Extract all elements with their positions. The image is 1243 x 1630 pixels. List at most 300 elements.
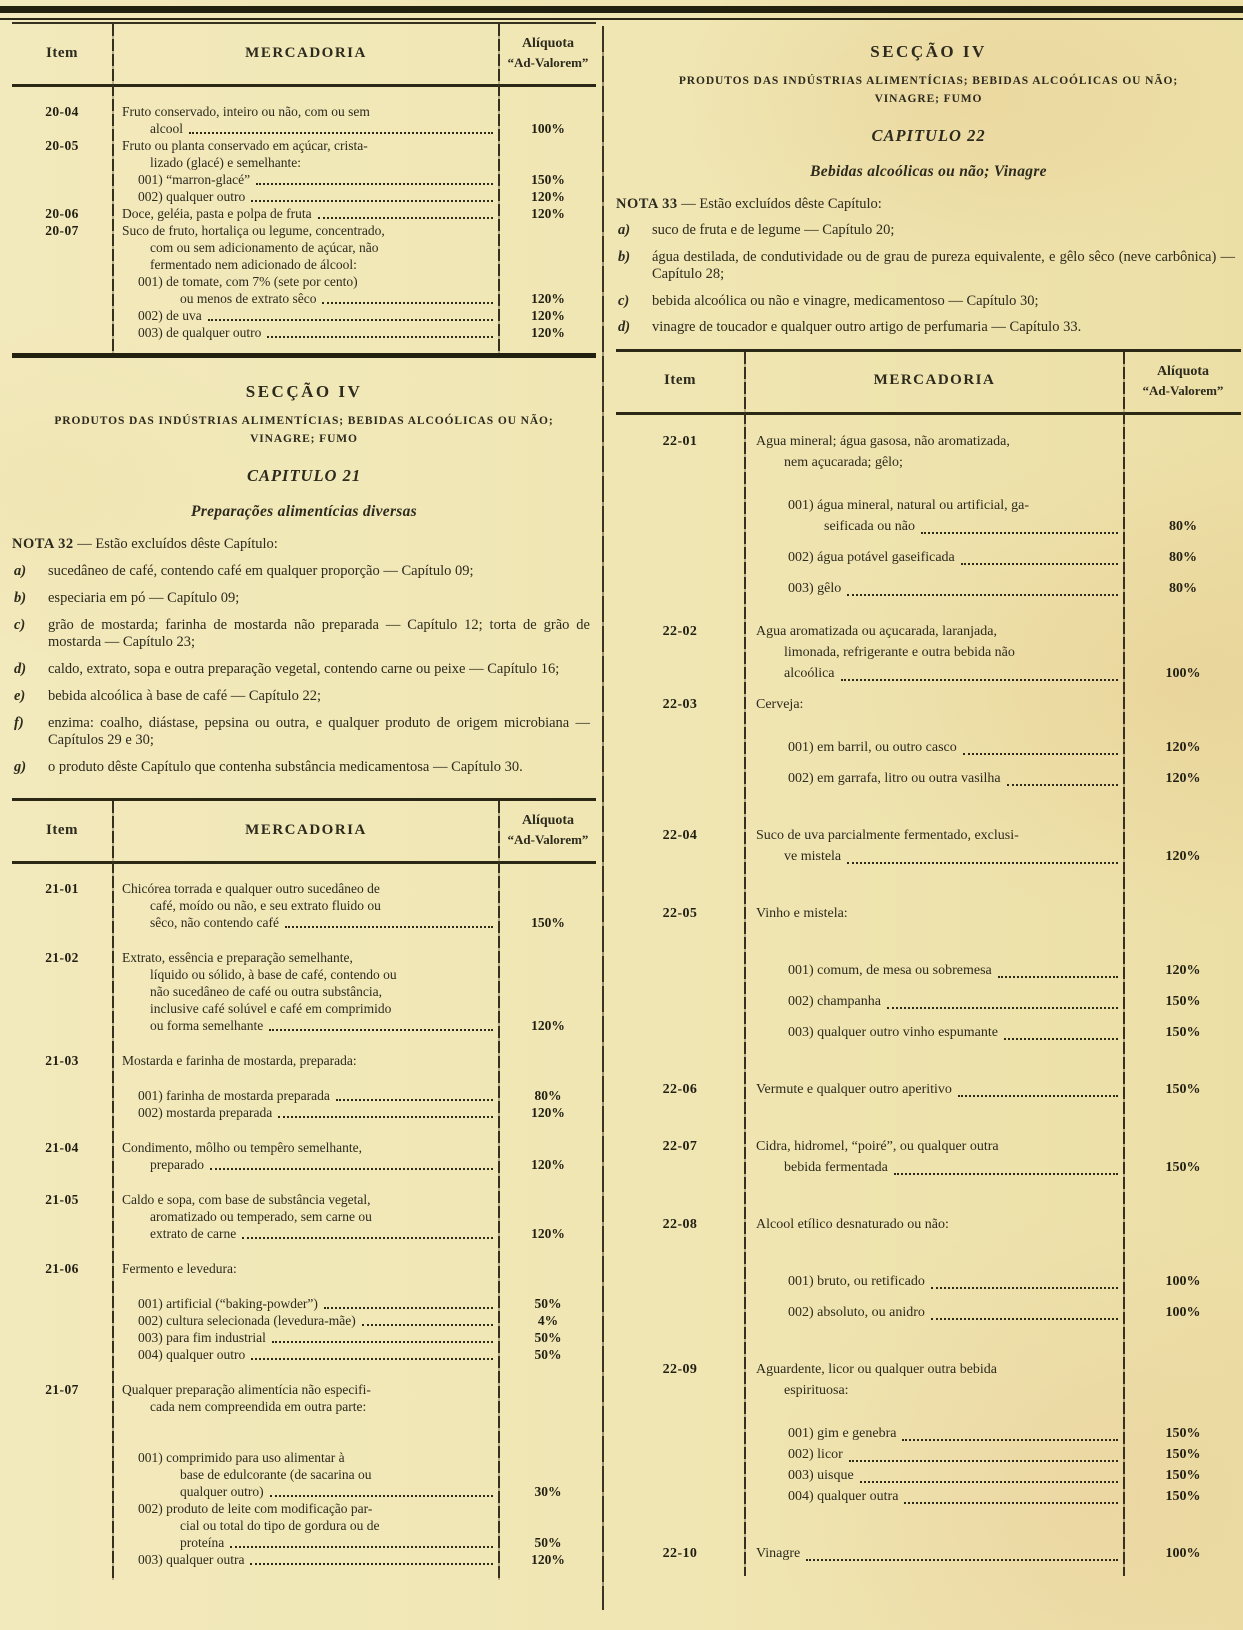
dot-leader [210,1168,493,1170]
note-item [616,293,1241,311]
description: 001) “marron-glacé” [112,171,500,188]
rate-value: 50% [534,1347,562,1362]
description: Condimento, môlho ou tempêro semelhante, [122,1140,362,1155]
item-number: 22-08 [662,1216,698,1232]
item-number: 22-06 [662,1081,698,1097]
note-item [12,688,596,705]
dot-leader [931,1318,1118,1320]
tariff-line [616,495,1241,516]
description: Cidra, hidromel, “poiré”, ou qualquer outra [756,1138,999,1154]
tariff-line [12,1449,596,1466]
section-subtitle: VINAGRE; FUMO [250,433,358,445]
tariff-line [12,103,596,120]
description: Agua mineral; água gasosa, não aromatizada, [756,433,1010,449]
tariff-line [12,188,596,205]
tariff-line [616,1543,1241,1564]
description: 002) champanha [744,991,1125,1012]
tariff-line [12,239,596,256]
tariff-line [616,991,1241,1012]
description: 001) de tomate, com 7% (sete por cento) [138,274,358,289]
tariff-line [12,1295,596,1312]
section-subtitle: PRODUTOS DAS INDÚSTRIAS ALIMENTÍCIAS; BEBIDAS ALCOÓLICAS OU NÃO; [678,75,1179,87]
note-item [616,319,1241,337]
description: alcoólica [744,663,1125,684]
note-label: b) [14,590,27,606]
tariff-line [616,1136,1241,1157]
tariff-line [616,903,1241,924]
description: Aguardente, licor ou qualquer outra bebida [756,1361,998,1377]
note-label: g) [14,759,27,775]
tariff-line [12,154,596,171]
tariff-line [12,256,596,273]
tariff-line [616,1271,1241,1292]
tariff-line [616,1079,1241,1100]
description: 003) qualquer outro vinho espumante [744,1022,1125,1043]
tariff-line [616,1022,1241,1043]
dot-leader [267,336,493,338]
dot-leader [998,976,1118,978]
description: lizado (glacé) e semelhante: [150,155,302,170]
rate-value: 100% [1165,1545,1201,1561]
note-item [12,617,596,651]
description: Suco de fruto, hortaliça ou legume, concentrado, [122,223,385,238]
description: base de edulcorante (de sacarina ou [180,1467,372,1482]
dot-leader [1007,784,1118,786]
note-text: sucedâneo de café, contendo café em qualquer proporção — Capítulo 09; [48,563,474,579]
tariff-line [12,1260,596,1277]
rate-value: 150% [1165,1446,1201,1462]
item-number: 21-06 [45,1261,79,1276]
note-item [12,590,596,607]
tariff-line [616,825,1241,846]
rate-value: 50% [534,1330,562,1345]
note-text: água destilada, de condutividade ou de grau de pureza equivalente, e gêlo sêco (neve carbônica) — Capítulo 28; [652,248,1235,282]
item-number: 20-06 [45,206,79,221]
tariff-line [616,621,1241,642]
item-number: 20-07 [45,223,79,238]
description: 001) comprimido para uso alimentar à [138,1450,345,1465]
dot-leader [931,1287,1118,1289]
dot-leader [269,1029,493,1031]
right-column [602,22,1243,1580]
description: cial ou total do tipo de gordura ou de [180,1518,380,1533]
description: 001) em barril, ou outro casco [744,737,1125,758]
tariff-line [12,1017,596,1034]
tariff-line [616,1214,1241,1235]
rate-value: 120% [531,1226,565,1241]
dot-leader [1004,1038,1118,1040]
dot-leader [251,200,493,202]
description: ou menos de extrato sêco [112,290,500,307]
item-number: 21-02 [45,950,79,965]
tariff-line [12,120,596,137]
description: Agua aromatizada ou açucarada, laranjada, [756,623,997,639]
description: Vermute e qualquer outro aperitivo [744,1079,1125,1100]
dot-leader [847,594,1118,596]
section-chapter-21 [12,382,596,776]
section-chapter-22 [616,42,1241,337]
tariff-line [616,1359,1241,1380]
dot-leader [322,302,493,304]
description: 002) de uva [112,307,500,324]
tariff-line [616,694,1241,715]
description: Fruto ou planta conservado em açúcar, crista- [122,138,368,153]
note-text: bebida alcoólica à base de café — Capítulo 22; [48,688,321,704]
description: Cerveja: [756,696,804,712]
rate-value: 80% [1169,580,1197,596]
description: 003) uisque [744,1465,1125,1486]
description: 001) farinha de mostarda preparada [112,1087,500,1104]
section-heading: SECÇÃO IV [870,42,987,61]
description: 003) para fim industrial [112,1329,500,1346]
item-number: 21-03 [45,1053,79,1068]
tariff-line [12,1225,596,1242]
tariff-line [12,1346,596,1363]
rate-value: 30% [534,1484,562,1499]
description: 002) qualquer outro [112,188,500,205]
dot-leader [251,1358,493,1360]
description: limonada, refrigerante e outra bebida não [784,644,1015,660]
page-top-rule [0,6,1243,20]
description: Mostarda e farinha de mostarda, preparada: [122,1053,357,1068]
header-mercadoria: MERCADORIA [245,44,367,61]
rate-value: 100% [1165,1273,1201,1289]
note-item [12,759,596,776]
tariff-line [12,324,596,341]
rate-value: 80% [1169,518,1197,534]
rate-value: 150% [1165,1081,1201,1097]
rate-value: 150% [531,172,565,187]
description: 002) produto de leite com modificação par- [138,1501,373,1516]
rate-value: 120% [531,308,565,323]
rate-value: 120% [531,206,565,221]
dot-leader [887,1007,1118,1009]
rate-value: 120% [531,291,565,306]
description: 002) água potável gaseificada [744,547,1125,568]
dot-leader [902,1439,1118,1441]
description: 003) qualquer outra [112,1551,500,1568]
note-text: vinagre de toucador e qualquer outro artigo de perfumaria — Capítulo 33. [652,319,1082,335]
dot-leader [278,1116,493,1118]
tariff-line [12,1551,596,1568]
rate-value: 80% [1169,549,1197,565]
tariff-line [616,452,1241,473]
note-label: c) [14,617,26,633]
dot-leader [860,1481,1118,1483]
tariff-line [616,1157,1241,1178]
tariff-line [12,1398,596,1415]
dot-leader [847,862,1118,864]
description: Chicórea torrada e qualquer outro sucedâneo de [122,881,380,896]
rate-value: 120% [1165,848,1201,864]
dot-leader [272,1341,493,1343]
dot-leader [250,1563,493,1565]
rate-value: 120% [531,1552,565,1567]
section-heading: SECÇÃO IV [245,382,363,401]
item-number: 22-10 [662,1545,698,1561]
tariff-line [616,1302,1241,1323]
description: ou forma semelhante [112,1017,500,1034]
section-subtitle: VINAGRE; FUMO [874,93,983,105]
left-column [0,22,602,1580]
description: 001) bruto, ou retificado [744,1271,1125,1292]
item-number: 22-05 [662,905,698,921]
rate-value: 100% [1165,1304,1201,1320]
tariff-line [12,966,596,983]
tariff-table-chapter-21 [12,798,596,1580]
description: Fruto conservado, inteiro ou não, com ou sem [122,104,370,119]
chapter-heading: CAPITULO 21 [246,466,362,485]
item-number: 22-02 [662,623,698,639]
rate-value: 120% [1165,739,1201,755]
tariff-line [12,307,596,324]
tariff-line [616,547,1241,568]
tariff-line [12,1500,596,1517]
description: Qualquer preparação alimentícia não especifi- [122,1382,371,1397]
dot-leader [894,1173,1118,1175]
description: 002) licor [744,1444,1125,1465]
note-label: d) [618,319,631,335]
item-number: 21-05 [45,1192,79,1207]
dot-leader [285,926,493,928]
note-text: bebida alcoólica ou não e vinagre, medicamentoso — Capítulo 30; [652,292,1039,309]
note-item [12,563,596,580]
description: Caldo e sopa, com base de substância vegetal, [122,1192,371,1207]
tariff-line [616,1444,1241,1465]
tariff-line [12,897,596,914]
tariff-line [616,1486,1241,1507]
description: 001) comum, de mesa ou sobremesa [744,960,1125,981]
item-number: 22-01 [662,433,698,449]
tariff-line [616,663,1241,684]
tariff-line [616,1380,1241,1401]
note-label: d) [14,661,27,677]
rate-value: 100% [1165,665,1201,681]
nota-heading: NOTA 32 — Estão excluídos dêste Capítulo: [12,536,278,552]
rate-value: 80% [534,1088,562,1103]
dot-leader [208,319,493,321]
header-mercadoria: MERCADORIA [245,821,367,838]
tariff-line [12,273,596,290]
note-label: a) [14,563,27,579]
tariff-line [12,949,596,966]
description: líquido ou sólido, à base de café, contendo ou [150,967,397,982]
rate-value: 50% [534,1296,562,1311]
note-text: suco de fruta e de legume — Capítulo 20; [652,222,895,238]
note-label: b) [618,248,631,265]
table-header [12,801,596,864]
note-text: grão de mostarda; farinha de mostarda não preparada — Capítulo 12; torta de grão de mostarda — Capítulo 23; [48,617,590,650]
note-item [12,715,596,749]
item-number: 20-05 [45,138,79,153]
dot-leader [958,1095,1118,1097]
tariff-line [616,960,1241,981]
dot-leader [921,532,1118,534]
table-body [12,864,596,1580]
tariff-line [12,1208,596,1225]
chapter-title: Bebidas alcoólicas ou não; Vinagre [810,163,1047,180]
description: café, moído ou não, e seu extrato fluido ou [150,898,381,913]
header-item: Item [46,44,78,61]
dot-leader [256,183,493,185]
description: alcool [112,120,500,137]
description: 003) de qualquer outro [112,324,500,341]
description: Fermento e levedura: [122,1261,237,1276]
header-mercadoria: MERCADORIA [873,372,996,388]
nota-heading: NOTA 33 — Estão excluídos dêste Capítulo: [616,196,882,212]
rate-value: 150% [1165,1425,1201,1441]
tariff-line [12,1483,596,1500]
rate-value: 120% [531,189,565,204]
header-item: Item [664,372,696,388]
tariff-line [616,846,1241,867]
description: inclusive café solúvel e café em comprimido [150,1001,392,1016]
dot-leader [189,132,493,134]
note-text: especiaria em pó — Capítulo 09; [48,590,240,606]
dot-leader [362,1324,493,1326]
rate-value: 150% [1165,993,1201,1009]
note-item [616,249,1241,284]
item-number: 22-04 [662,827,698,843]
tariff-line [12,983,596,1000]
item-number: 20-04 [45,104,79,119]
tariff-line [12,1312,596,1329]
table-body [12,87,596,353]
rate-value: 120% [1165,962,1201,978]
dot-leader [849,1460,1118,1462]
item-number: 22-03 [662,696,698,712]
tariff-line [616,768,1241,789]
note-item [12,661,596,678]
tariff-line [12,1139,596,1156]
note-label: e) [14,688,26,704]
tariff-line [616,642,1241,663]
note-label: c) [618,292,630,309]
description: Doce, geléia, pasta e polpa de fruta [112,205,500,222]
dot-leader [963,753,1118,755]
description: Suco de uva parcialmente fermentado, exclusi- [756,827,1019,843]
rate-value: 150% [531,915,565,930]
dot-leader [961,563,1118,565]
dot-leader [904,1502,1118,1504]
description: 001) artificial (“baking-powder”) [112,1295,500,1312]
description: Vinagre [744,1543,1125,1564]
description: 004) qualquer outro [112,1346,500,1363]
tariff-line [12,290,596,307]
rate-value: 120% [531,1018,565,1033]
dot-leader [324,1307,493,1309]
description: Vinho e mistela: [756,905,848,921]
tariff-line [12,1156,596,1173]
description: ve mistela [744,846,1125,867]
description: 001) gim e genebra [744,1423,1125,1444]
description: extrato de carne [112,1225,500,1242]
description: com ou sem adicionamento de açúcar, não [150,240,379,255]
tariff-line [12,222,596,239]
tariff-line [12,914,596,931]
tariff-line [12,1466,596,1483]
dot-leader [242,1237,493,1239]
note-text: o produto dêste Capítulo que contenha substância medicamentosa — Capítulo 30. [48,759,523,775]
description: qualquer outro) [112,1483,500,1500]
rate-value: 150% [1165,1024,1201,1040]
section-subtitle: PRODUTOS DAS INDÚSTRIAS ALIMENTÍCIAS; BEBIDAS ALCOÓLICAS OU NÃO; [54,415,554,427]
note-text: enzima: coalho, diástase, pepsina ou outra, e qualquer produto de origem microbiana — Capítulos 29 e 30; [48,715,590,748]
description: Extrato, essência e preparação semelhante, [122,950,353,965]
table-header [12,24,596,87]
rate-value: 50% [534,1535,562,1550]
tariff-line [12,1000,596,1017]
description: cada nem compreendida em outra parte: [150,1399,367,1414]
header-item: Item [46,821,78,838]
item-number: 21-01 [45,881,79,896]
tariff-line [12,171,596,188]
tariff-line [616,737,1241,758]
rate-value: 150% [1165,1467,1201,1483]
note-label: a) [618,222,631,238]
tariff-line [12,1381,596,1398]
header-aliquota: Alíquota “Ad-Valorem” [1142,363,1224,398]
tariff-line [12,1087,596,1104]
description: nem açucarada; gêlo; [784,454,903,470]
dot-leader [270,1495,493,1497]
header-aliquota: Alíquota “Ad-Valorem” [507,36,589,70]
description: fermentado nem adicionado de álcool: [150,257,357,272]
table-header [616,352,1241,415]
table-body [616,415,1241,1576]
rate-value: 150% [1165,1488,1201,1504]
chapter-title: Preparações alimentícias diversas [190,503,417,520]
description: 004) qualquer outra [744,1486,1125,1507]
description: 002) em garrafa, litro ou outra vasilha [744,768,1125,789]
description: bebida fermentada [744,1157,1125,1178]
item-number: 21-07 [45,1382,79,1397]
dot-leader [336,1099,493,1101]
chapter-heading: CAPITULO 22 [871,126,986,145]
tariff-line [12,1534,596,1551]
dot-leader [841,679,1118,681]
item-number: 21-04 [45,1140,79,1155]
rate-value: 100% [531,121,565,136]
description: sêco, não contendo café [112,914,500,931]
tariff-line [12,1329,596,1346]
dot-leader [806,1559,1118,1561]
tariff-line [616,431,1241,452]
dot-leader [318,217,493,219]
description: espirituosa: [784,1382,849,1398]
item-number: 22-09 [662,1361,698,1377]
description: Alcool etílico desnaturado ou não: [756,1216,949,1232]
rate-value: 150% [1165,1159,1201,1175]
description: 002) absoluto, ou anidro [744,1302,1125,1323]
rate-value: 120% [1165,770,1201,786]
tariff-table-chapter-20 [12,22,596,358]
tariff-line [616,1465,1241,1486]
description: proteína [112,1534,500,1551]
tariff-line [12,1104,596,1121]
tariff-line [12,1052,596,1069]
note-text: caldo, extrato, sopa e outra preparação vegetal, contendo carne ou peixe — Capítulo 16; [48,661,560,677]
tariff-line [616,578,1241,599]
description: 001) água mineral, natural ou artificial, ga- [788,497,1030,513]
tariff-line [12,1191,596,1208]
description: aromatizado ou temperado, sem carne ou [150,1209,372,1224]
note-item [616,222,1241,240]
description: 002) mostarda preparada [112,1104,500,1121]
tariff-line [616,1423,1241,1444]
tariff-line [616,516,1241,537]
dot-leader [230,1546,493,1548]
